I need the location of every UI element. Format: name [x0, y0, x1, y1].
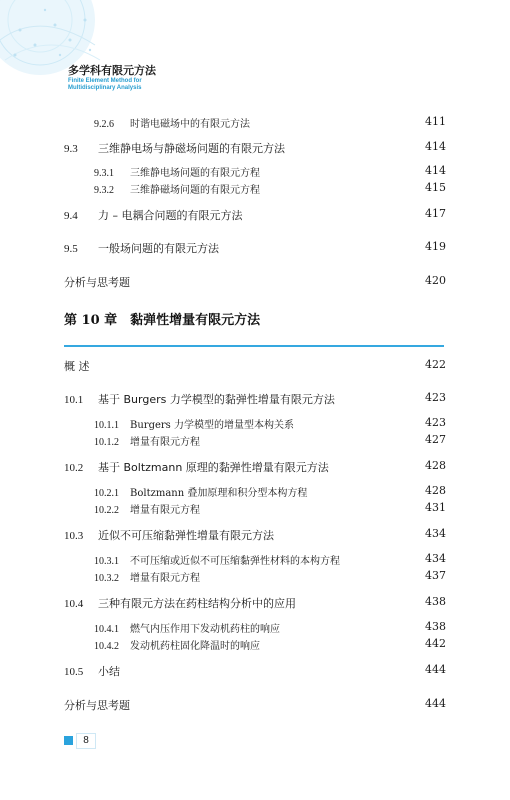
- toc-title: 增量有限元方程: [130, 505, 200, 516]
- toc-entry[interactable]: [0, 637, 510, 653]
- toc-number: 9.2.6: [94, 119, 114, 130]
- toc-title: 增量有限元方程: [130, 573, 200, 584]
- toc-number: 9.5: [64, 243, 78, 255]
- toc-entry[interactable]: [0, 274, 510, 290]
- toc-page: 431: [425, 501, 446, 514]
- toc-title: 小结: [98, 665, 120, 678]
- toc-title: 力 – 电耦合问题的有限元方法: [98, 209, 243, 222]
- toc-number: 9.3.1: [94, 168, 114, 179]
- toc-page: 411: [425, 115, 446, 128]
- toc-entry[interactable]: [0, 620, 510, 636]
- chapter-divider: [64, 345, 444, 347]
- toc-title: 分析与思考题: [64, 276, 130, 289]
- book-subtitle-line1: Finite Element Method for: [68, 78, 142, 84]
- toc-number: 10.2.2: [94, 505, 119, 516]
- toc-page: 423: [425, 416, 446, 429]
- toc-number: 10.2.1: [94, 488, 119, 499]
- toc-title: 三种有限元方法在药柱结构分析中的应用: [98, 597, 296, 610]
- toc-number: 10.1: [64, 394, 84, 406]
- toc-page: 438: [425, 595, 446, 608]
- toc-title: 发动机药柱固化降温时的响应: [130, 641, 260, 652]
- toc-title: Boltzmann 叠加原理和积分型本构方程: [130, 488, 308, 499]
- toc-entry[interactable]: [0, 569, 510, 585]
- toc-page: 419: [425, 240, 446, 253]
- book-subtitle: [68, 78, 188, 92]
- toc-page: 444: [425, 697, 446, 710]
- toc-title: 概 述: [64, 360, 90, 373]
- chapter-title: 第 10 章 黏弹性增量有限元方法: [64, 313, 261, 328]
- toc-entry[interactable]: [0, 501, 510, 517]
- toc-entry[interactable]: [0, 433, 510, 449]
- toc-number: 10.4: [64, 598, 84, 610]
- toc-page: 442: [425, 637, 446, 650]
- toc-entry[interactable]: [0, 697, 510, 713]
- toc-title: 分析与思考题: [64, 699, 130, 712]
- toc-title: 时谐电磁场中的有限元方法: [130, 119, 250, 130]
- toc-entry[interactable]: [0, 140, 510, 156]
- toc-title: 基于 Burgers 力学模型的黏弹性增量有限元方法: [98, 393, 335, 406]
- toc-title: 不可压缩或近似不可压缩黏弹性材料的本构方程: [130, 556, 340, 567]
- toc-number: 10.2: [64, 462, 84, 474]
- toc-title: Burgers 力学模型的增量型本构关系: [130, 420, 294, 431]
- toc-title: 基于 Boltzmann 原理的黏弹性增量有限元方法: [98, 461, 329, 474]
- toc-entry[interactable]: [0, 207, 510, 223]
- toc-entry[interactable]: [0, 527, 510, 543]
- toc-title: 三维静电场问题的有限元方程: [130, 168, 260, 179]
- toc-number: 10.3: [64, 530, 84, 542]
- toc-title: 三维静电场与静磁场问题的有限元方法: [98, 142, 285, 155]
- toc-page: 434: [425, 527, 446, 540]
- toc-entry[interactable]: [0, 164, 510, 180]
- toc-page: 437: [425, 569, 446, 582]
- toc-page: 414: [425, 140, 446, 153]
- toc-page: 415: [425, 181, 446, 194]
- toc-entry[interactable]: [0, 663, 510, 679]
- toc-title: 燃气内压作用下发动机药柱的响应: [130, 624, 280, 635]
- toc-page: 444: [425, 663, 446, 676]
- toc-number: 10.5: [64, 666, 84, 678]
- toc-number: 9.3.2: [94, 185, 114, 196]
- toc-number: 10.1.2: [94, 437, 119, 448]
- toc-entry[interactable]: [0, 391, 510, 407]
- toc-number: 10.1.1: [94, 420, 119, 431]
- toc-page: 428: [425, 459, 446, 472]
- toc-number: 10.4.1: [94, 624, 119, 635]
- toc-entry[interactable]: [0, 484, 510, 500]
- toc-page: 434: [425, 552, 446, 565]
- toc-page: 427: [425, 433, 446, 446]
- toc-title: 一般场问题的有限元方法: [98, 242, 219, 255]
- toc-entry[interactable]: [0, 459, 510, 475]
- toc-page: 422: [425, 358, 446, 371]
- book-title: 多学科有限元方法: [68, 64, 156, 77]
- toc-entry[interactable]: [0, 115, 510, 131]
- toc-page: 428: [425, 484, 446, 497]
- toc-entry[interactable]: [0, 358, 510, 374]
- toc-number: 9.4: [64, 210, 78, 222]
- toc-page: 414: [425, 164, 446, 177]
- toc-entry[interactable]: [0, 552, 510, 568]
- toc-title: 三维静磁场问题的有限元方程: [130, 185, 260, 196]
- toc-number: 10.3.2: [94, 573, 119, 584]
- book-subtitle-line2: Multidisciplinary Analysis: [68, 85, 142, 91]
- toc-page: 438: [425, 620, 446, 633]
- toc-entry[interactable]: [0, 240, 510, 256]
- footer-marker: [64, 736, 73, 745]
- toc-entry[interactable]: [0, 416, 510, 432]
- toc-number: 10.4.2: [94, 641, 119, 652]
- toc-number: 9.3: [64, 143, 78, 155]
- toc-page: 420: [425, 274, 446, 287]
- toc-entry[interactable]: [0, 595, 510, 611]
- toc-number: 10.3.1: [94, 556, 119, 567]
- toc-title: 增量有限元方程: [130, 437, 200, 448]
- toc-page: 423: [425, 391, 446, 404]
- toc-page: 417: [425, 207, 446, 220]
- page-number: 8: [76, 733, 96, 749]
- toc-entry[interactable]: [0, 181, 510, 197]
- toc-title: 近似不可压缩黏弹性增量有限元方法: [98, 529, 274, 542]
